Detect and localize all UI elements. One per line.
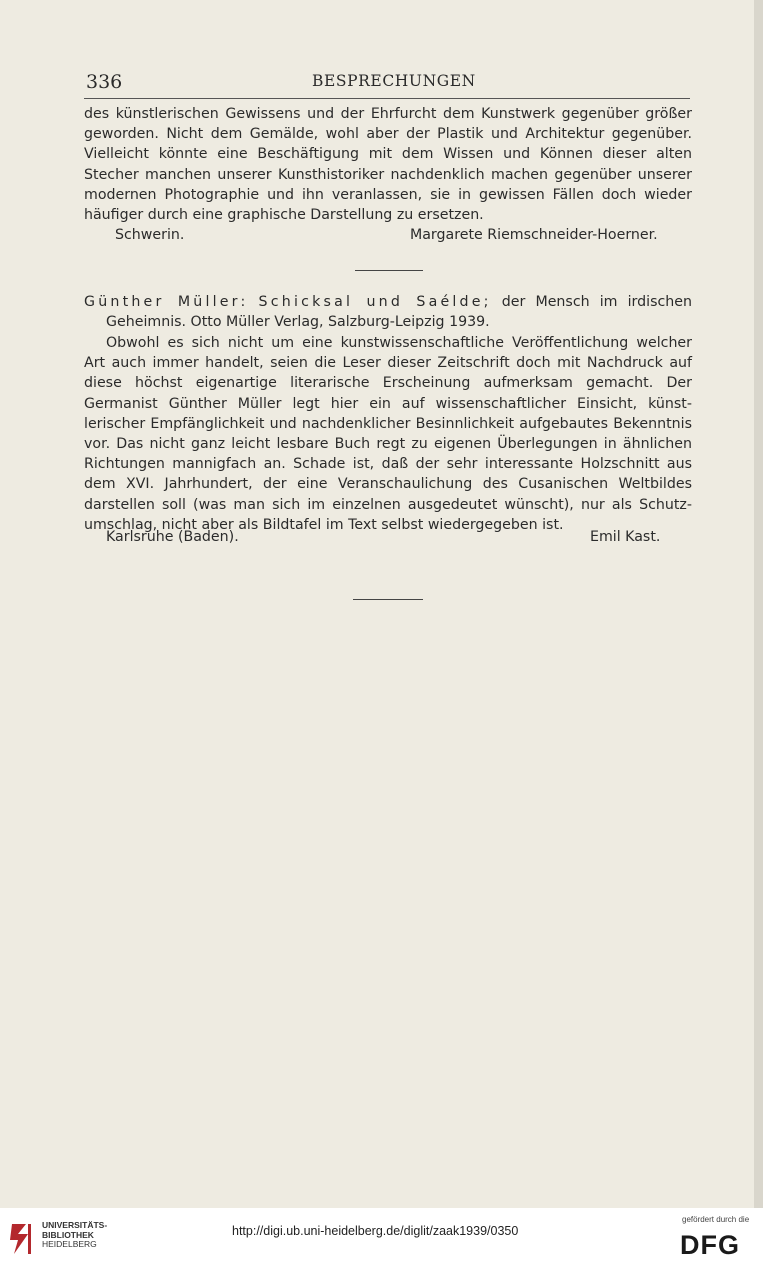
footer-bar — [0, 1208, 763, 1267]
library-name-line2: BIBLIOTHEK — [42, 1229, 94, 1240]
book-author: Günther Müller: — [84, 294, 249, 310]
running-head: BESPRECHUNGEN — [312, 72, 476, 90]
text-line: lerischer Empfänglichkeit und nachdenklicher Besinnlichkeit aufgebautes Bekenntnis — [84, 415, 692, 432]
text-line: Richtungen mannigfach an. Schade ist, daß der sehr interessante Holzschnitt aus — [84, 456, 692, 473]
text-line: darstellen soll (was man sich im einzelnen ausgedeutet wünscht), nur als Schutz- — [84, 496, 692, 513]
page-edge — [754, 0, 763, 1208]
header-rule — [84, 98, 690, 99]
text-line: diese höchst eigenartige literarische Erscheinung aufmerksam gemacht. Der — [84, 375, 692, 392]
library-logo-icon — [8, 1220, 36, 1258]
book-title-rest: der Mensch im irdischen — [501, 294, 692, 310]
publication-line: Geheimnis. Otto Müller Verlag, Salzburg-Leipzig 1939. — [106, 314, 490, 331]
review2-author: Emil Kast. — [590, 529, 661, 545]
library-name-line1: UNIVERSITÄTS- — [42, 1220, 108, 1230]
end-divider — [353, 599, 423, 600]
text-line: Obwohl es sich nicht um eine kunstwissenschaftliche Veröffentlichung welcher — [106, 335, 692, 351]
review2-body — [84, 333, 692, 535]
review2-heading — [84, 292, 692, 332]
text-line: geworden. Nicht dem Gemälde, wohl aber der Plastik und Architektur gegenüber. — [84, 126, 692, 143]
dfg-logo: DFG — [680, 1230, 740, 1260]
review1-author: Margarete Riemschneider-Hoerner. — [410, 227, 658, 243]
review2-place: Karlsruhe (Baden). — [106, 529, 239, 545]
text-line: umschlag, nicht aber als Bildtafel im Text selbst wiedergegeben ist. — [84, 516, 564, 533]
text-line: Vielleicht könnte eine Beschäftigung mit dem Wissen und Können dieser alten — [84, 146, 692, 163]
text-line: dem XVI. Jahrhundert, der eine Veranschaulichung des Cusanischen Weltbildes — [84, 476, 692, 493]
text-line: Stecher manchen unserer Kunsthistoriker nachdenklich machen gegenüber unserer — [84, 166, 692, 183]
text-line: häufiger durch eine graphische Darstellung zu ersetzen. — [84, 207, 484, 224]
section-divider — [355, 270, 423, 271]
text-line: Germanist Günther Müller legt hier ein auf wissenschaftlicher Einsicht, künst- — [84, 395, 692, 412]
library-name-line3: HEIDELBERG — [42, 1239, 97, 1249]
permalink-url[interactable]: http://digi.ub.uni-heidelberg.de/diglit/zaak1939/0350 — [232, 1224, 519, 1238]
funding-note: gefördert durch die — [682, 1215, 750, 1224]
review1-body — [84, 104, 692, 225]
book-heading-line — [84, 292, 692, 312]
text-line: vor. Das nicht ganz leicht lesbare Buch regt zu eigenen Überlegungen in ähnlichen — [84, 436, 692, 453]
review1-place: Schwerin. — [115, 227, 185, 243]
text-line: modernen Photographie und ihn veranlassen, sie in gewissen Fällen doch wieder — [84, 186, 692, 203]
library-name — [42, 1221, 107, 1250]
text-line: Art auch immer handelt, seien die Leser dieser Zeitschrift doch mit Nachdruck auf — [84, 355, 692, 372]
book-title: Schicksal und Saélde; — [258, 294, 492, 310]
page-number: 336 — [86, 71, 123, 93]
text-line: des künstlerischen Gewissens und der Ehrfurcht dem Kunstwerk gegenüber größer — [84, 106, 692, 122]
